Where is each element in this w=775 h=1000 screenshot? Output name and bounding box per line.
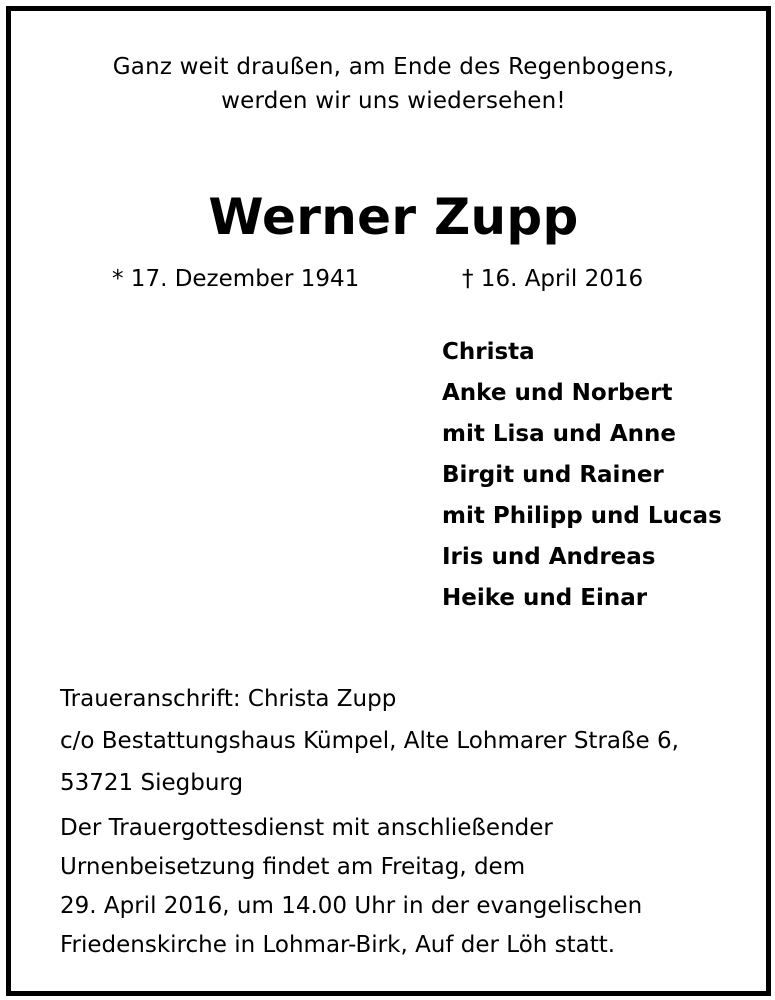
service-line-1: Der Trauergottesdienst mit anschließender xyxy=(60,815,553,841)
obituary-frame xyxy=(6,6,771,996)
motto xyxy=(11,50,775,118)
survivor-line: Anke und Norbert xyxy=(442,380,673,406)
survivor-line: Birgit und Rainer xyxy=(442,462,664,488)
service-notice xyxy=(60,809,642,965)
survivor-line: mit Lisa und Anne xyxy=(442,421,676,447)
deceased-name: Werner Zupp xyxy=(208,188,579,246)
birth-date: * 17. Dezember 1941 xyxy=(112,266,360,292)
survivor-line: mit Philipp und Lucas xyxy=(442,503,722,529)
motto-line-2: werden wir uns wiedersehen! xyxy=(221,88,566,114)
service-line-3: 29. April 2016, um 14.00 Uhr in der evangelischen xyxy=(60,893,643,919)
address-line-3: 53721 Siegburg xyxy=(60,770,244,796)
survivor-line: Christa xyxy=(442,339,535,365)
survivor-line: Iris und Andreas xyxy=(442,544,656,570)
mourning-address xyxy=(60,678,679,804)
address-line-1: Traueranschrift: Christa Zupp xyxy=(60,686,397,712)
service-line-4: Friedenskirche in Lohmar-Birk, Auf der Löh statt. xyxy=(60,932,616,958)
motto-line-1: Ganz weit draußen, am Ende des Regenbogens, xyxy=(112,54,675,80)
service-line-2: Urnenbeisetzung findet am Freitag, dem xyxy=(60,854,526,880)
survivor-line: Heike und Einar xyxy=(442,585,648,611)
death-date: † 16. April 2016 xyxy=(462,266,644,292)
survivors-list xyxy=(442,332,722,619)
address-line-2: c/o Bestattungshaus Kümpel, Alte Lohmarer Straße 6, xyxy=(60,728,679,754)
